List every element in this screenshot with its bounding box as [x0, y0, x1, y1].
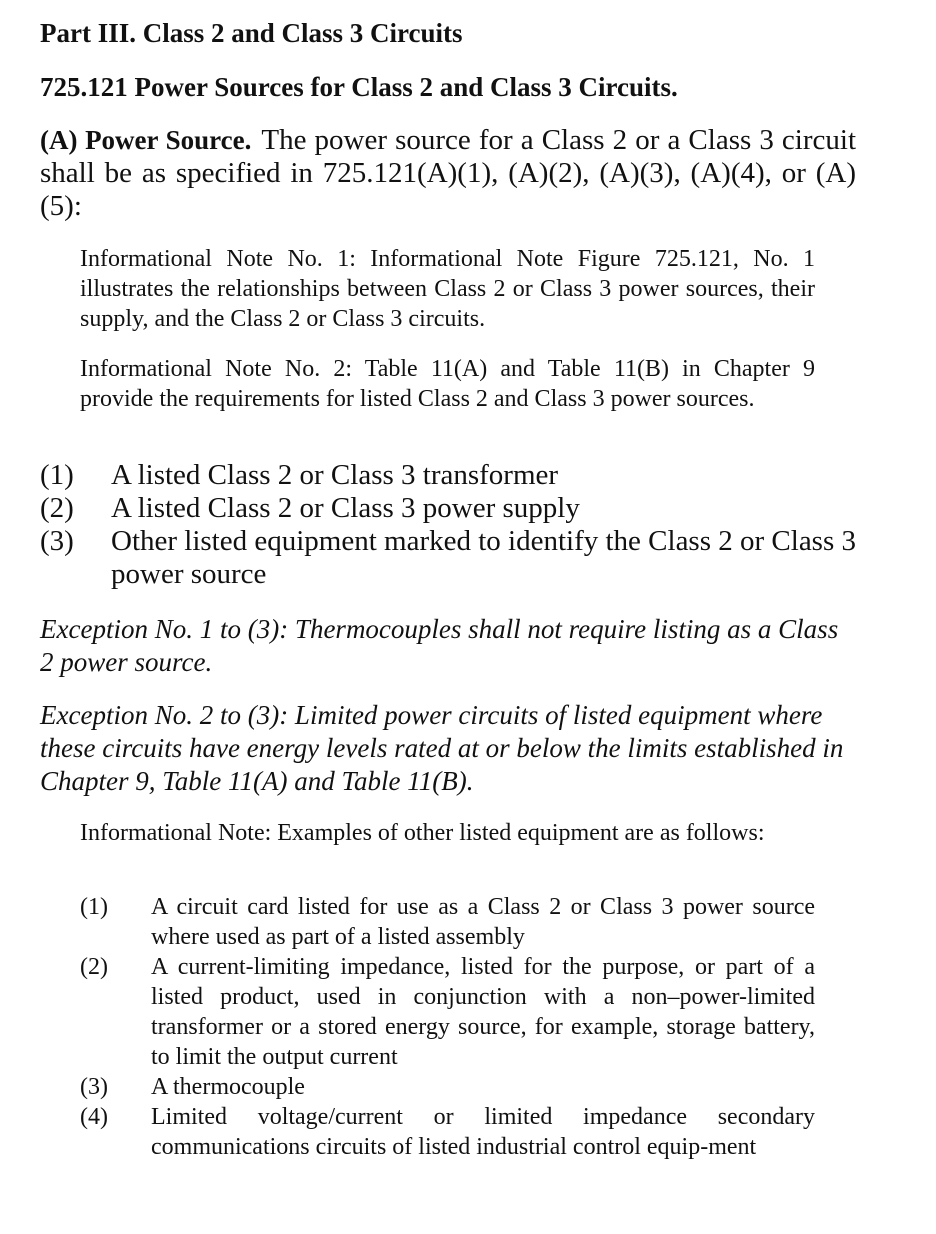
informational-note-examples: Informational Note: Examples of other listed equipment are as follows: [80, 820, 765, 846]
list-item [40, 525, 856, 591]
list-item-text: Other listed equipment marked to identify the Class 2 or Class 3 power source [111, 525, 857, 590]
list-item-number: (4) [80, 1104, 108, 1130]
informational-note-1: Informational Note No. 1: Informational Note Figure 725.121, No. 1 illustrates the relationships between Class 2 or Class 3 power sources, their supply, and the Class 2 or Class 3 circuits. [80, 246, 815, 332]
list-item-text: A listed Class 2 or Class 3 power supply [111, 492, 580, 524]
list-item [80, 892, 815, 952]
paragraph-lead: (A) Power Source. [40, 125, 252, 155]
list-item-number: (3) [40, 525, 74, 557]
list-item [80, 1102, 815, 1162]
list-item-text: A current-limiting impedance, listed for the purpose, or part of a listed product, used in conjunction with a non–power-limited transformer or a stored energy source, for example, storage battery, to limit the output current [151, 954, 815, 1070]
exception-1: Exception No. 1 to (3): Thermocouples shall not require listing as a Class 2 power source. [40, 614, 839, 677]
list-item-number: (2) [40, 492, 74, 524]
list-item-number: (1) [80, 894, 108, 920]
list-item [80, 1072, 815, 1102]
list-item-text: A thermocouple [151, 1074, 305, 1100]
part-heading: Part III. Class 2 and Class 3 Circuits [40, 18, 463, 48]
list-item-text: A circuit card listed for use as a Class 2 or Class 3 power source where used as part of a listed assembly [151, 894, 815, 950]
section-heading: 725.121 Power Sources for Class 2 and Class 3 Circuits. [40, 72, 678, 102]
examples-list [80, 892, 815, 1162]
list-item-text: A listed Class 2 or Class 3 transformer [111, 459, 559, 491]
list-item-number: (2) [80, 954, 108, 980]
list-item [80, 952, 815, 1072]
list-item-text: Limited voltage/current or limited impedance secondary communications circuits of listed industrial control equip-ment [151, 1104, 815, 1160]
exception-2: Exception No. 2 to (3): Limited power circuits of listed equipment where these circuits have energy levels rated at or below the limits established in Chapter 9, Table 11(A) and Table 11(B). [40, 700, 844, 796]
list-item [40, 492, 856, 525]
power-source-paragraph [40, 124, 856, 223]
list-item-number: (1) [40, 459, 74, 491]
paragraph-text: The power source for a Class 2 or a Class 3 circuit shall be as specified in 725.121(A)(1), (A)(2), (A)(3), (A)(4), or (A)(5): [40, 124, 857, 222]
list-item-number: (3) [80, 1074, 108, 1100]
power-source-list [40, 459, 856, 591]
list-item [40, 459, 856, 492]
informational-note-2: Informational Note No. 2: Table 11(A) and Table 11(B) in Chapter 9 provide the requirements for listed Class 2 and Class 3 power sources. [80, 356, 815, 412]
